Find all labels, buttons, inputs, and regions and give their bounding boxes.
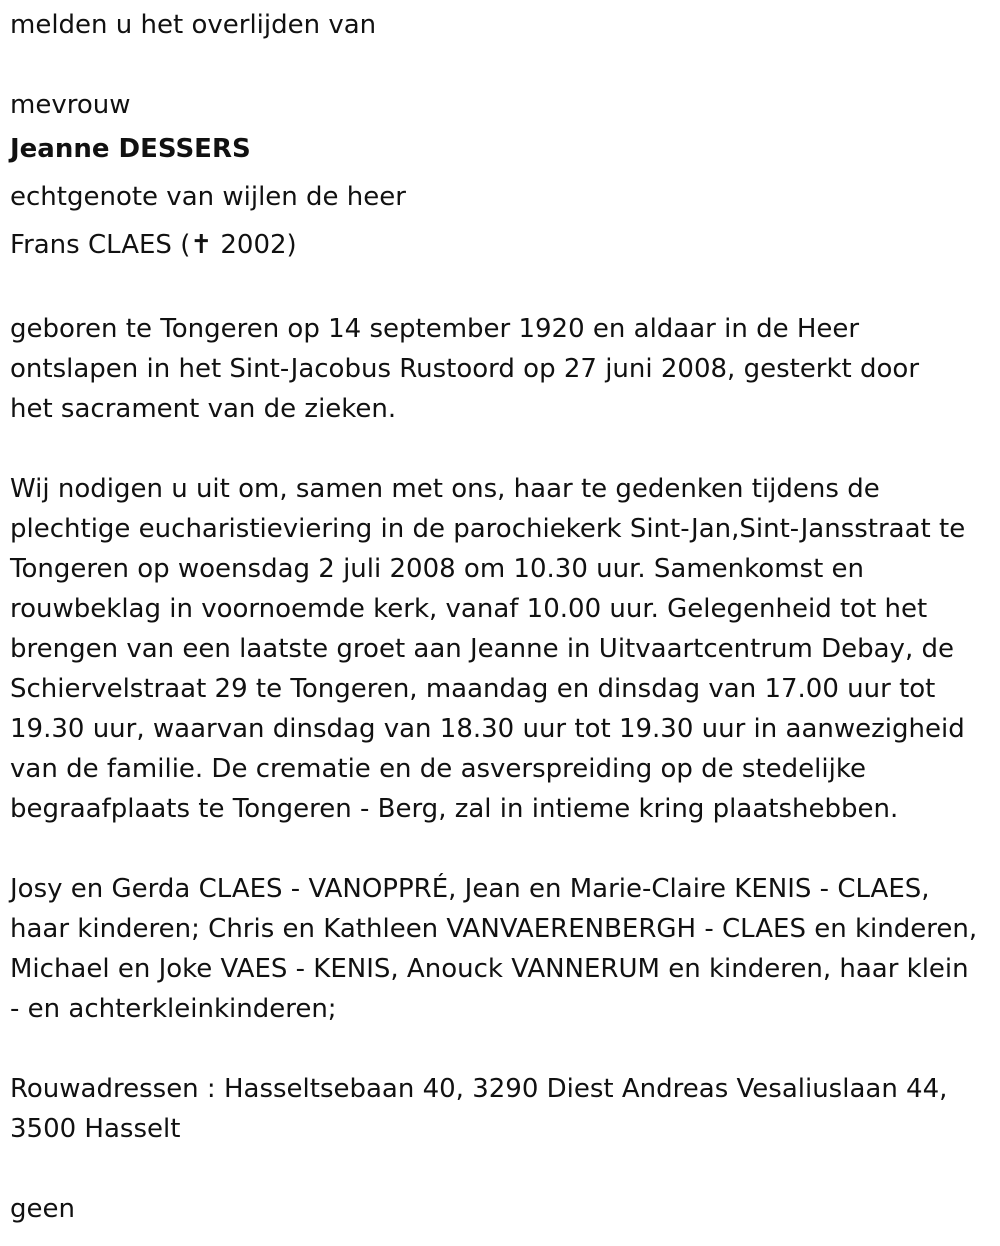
paragraph-line: 19.30 uur, waarvan dinsdag van 18.30 uur tot 19.30 uur in aanwezigheid [10,714,965,744]
paragraph-line: geboren te Tongeren op 14 september 1920 en aldaar in de Heer [10,314,860,344]
ceremony-paragraph [10,469,995,829]
spacer [10,269,995,309]
paragraph-line: het sacrament van de zieken. [10,394,397,424]
paragraph-line: ontslapen in het Sint-Jacobus Rustoord op 27 juni 2008, gesterkt door [10,354,920,384]
paragraph-line: plechtige eucharistieviering in de parochiekerk Sint-Jan,Sint-Jansstraat te [10,514,966,544]
title-word: mevrouw [10,90,131,120]
family-paragraph [10,869,995,1029]
spacer [10,829,995,869]
spacer [10,1029,995,1069]
obituary-document [10,5,995,1229]
spacer [10,1149,995,1189]
paragraph-line: van de familie. De crematie en de asverspreiding op de stedelijke [10,754,866,784]
closing-text: geen [10,1194,75,1224]
paragraph-line: Josy en Gerda CLAES - VANOPPRÉ, Jean en Marie-Claire KENIS - CLAES, [10,874,930,904]
spacer [10,429,995,469]
paragraph-line: Tongeren op woensdag 2 juli 2008 om 10.30 uur. Samenkomst en [10,554,865,584]
spouse-name: Frans CLAES (✝ 2002) [10,230,297,260]
deceased-name: Jeanne DESSERS [10,134,251,164]
spacer [10,45,995,85]
paragraph-line: begraafplaats te Tongeren - Berg, zal in intieme kring plaatshebben. [10,794,899,824]
paragraph-line: brengen van een laatste groet aan Jeanne in Uitvaartcentrum Debay, de [10,634,954,664]
paragraph-line: Schiervelstraat 29 te Tongeren, maandag en dinsdag van 17.00 uur tot [10,674,936,704]
birth-death-paragraph [10,309,995,429]
paragraph-line: - en achterkleinkinderen; [10,994,337,1024]
paragraph-line: Rouwadressen : Hasseltsebaan 40, 3290 Diest Andreas Vesaliuslaan 44, [10,1074,948,1104]
intro-text: melden u het overlijden van [10,10,377,40]
spouse-relation: echtgenote van wijlen de heer [10,182,406,212]
paragraph-line: Michael en Joke VAES - KENIS, Anouck VANNERUM en kinderen, haar klein [10,954,969,984]
paragraph-line: 3500 Hasselt [10,1114,181,1144]
address-paragraph [10,1069,995,1149]
paragraph-line: Wij nodigen u uit om, samen met ons, haar te gedenken tijdens de [10,474,880,504]
paragraph-line: rouwbeklag in voornoemde kerk, vanaf 10.00 uur. Gelegenheid tot het [10,594,928,624]
paragraph-line: haar kinderen; Chris en Kathleen VANVAERENBERGH - CLAES en kinderen, [10,914,978,944]
